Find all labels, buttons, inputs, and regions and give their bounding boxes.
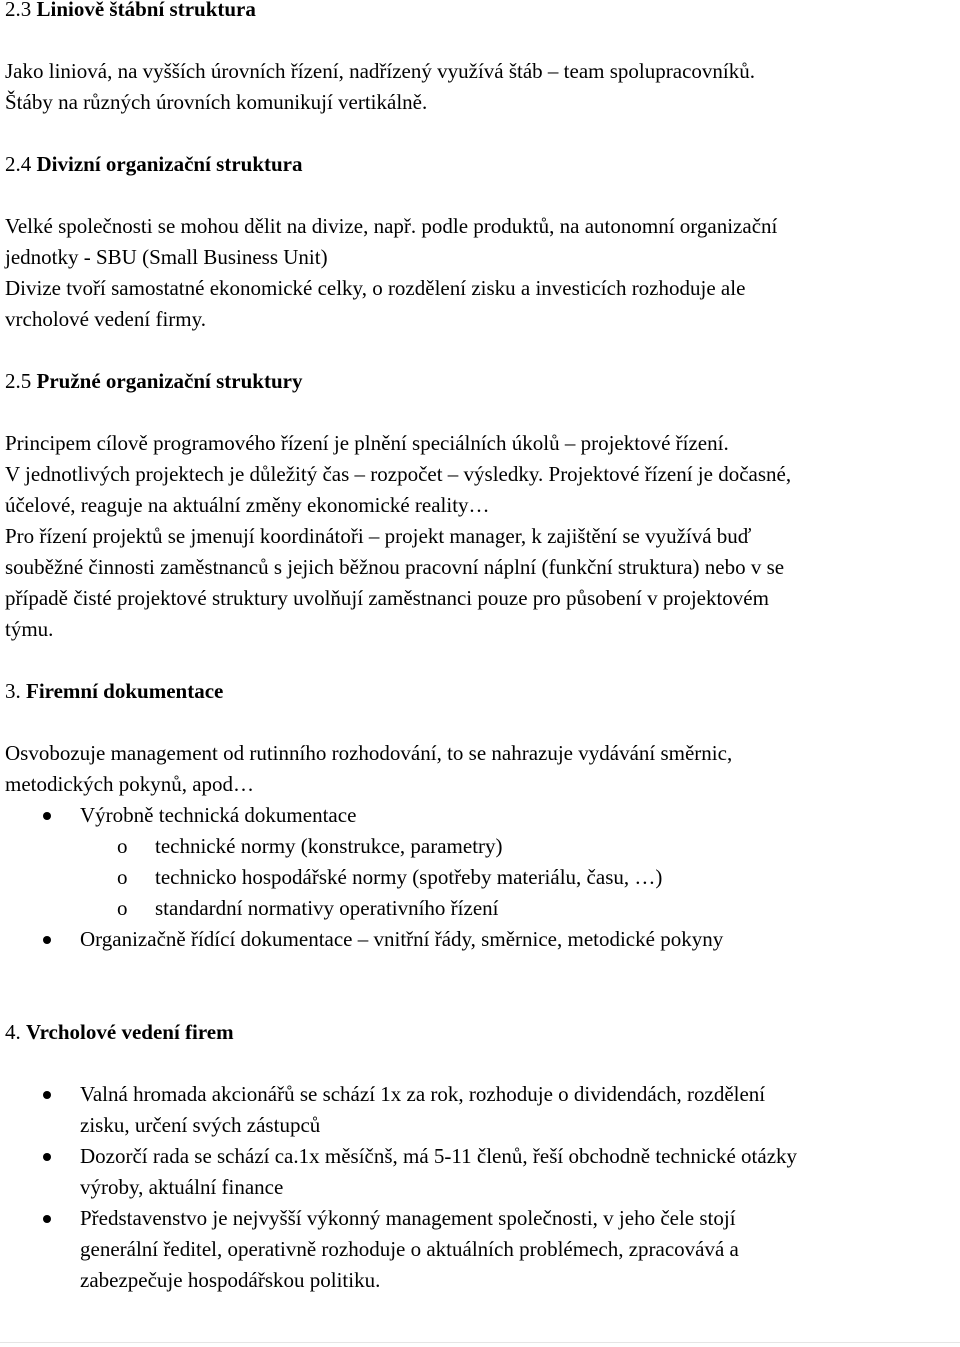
- list-item: [5, 1141, 953, 1203]
- section-heading-4: [5, 1017, 953, 1048]
- bullet-icon: [43, 812, 51, 820]
- section-title: Pružné organizační struktury: [36, 369, 303, 393]
- section-title: Divizní organizační struktura: [36, 152, 303, 176]
- document-page: [5, 0, 953, 1296]
- bullet-icon: [43, 1091, 51, 1099]
- section-title: Vrcholové vedení firem: [26, 1020, 234, 1044]
- list-item-text: Výrobně technická dokumentace: [80, 803, 357, 827]
- circle-bullet-icon: o: [117, 865, 128, 889]
- bullet-icon: [43, 1215, 51, 1223]
- section-number: 4.: [5, 1020, 26, 1044]
- list-item-line: zabezpečuje hospodářskou politiku.: [80, 1268, 381, 1292]
- paragraph-line: souběžné činnosti zaměstnanců s jejich běžnou pracovní náplní (funkční struktura) nebo v se: [5, 555, 785, 579]
- circle-bullet-icon: o: [117, 896, 128, 920]
- list-item: [5, 1079, 953, 1141]
- list-item-line: Představenstvo je nejvyšší výkonný management společnosti, v jeho čele stojí: [80, 1206, 736, 1230]
- bullet-list: [5, 1079, 953, 1296]
- paragraph-line: účelové, reaguje na aktuální změny ekonomické reality…: [5, 493, 490, 517]
- page-bottom-divider: [0, 1342, 960, 1343]
- sub-list-item-text: technicko hospodářské normy (spotřeby materiálu, času, …): [155, 865, 663, 889]
- section-number: 2.3: [5, 0, 37, 21]
- bullet-list: [5, 800, 953, 955]
- section-number: 2.4: [5, 152, 37, 176]
- section-heading-2-5: [5, 366, 953, 397]
- sub-list-item: [5, 831, 953, 862]
- paragraph-line: Principem cílově programového řízení je plnění speciálních úkolů – projektové řízení.: [5, 431, 729, 455]
- paragraph-line: Velké společnosti se mohou dělit na divize, např. podle produktů, na autonomní organizační: [5, 214, 778, 238]
- section-title: Firemní dokumentace: [26, 679, 224, 703]
- section-heading-3: [5, 676, 953, 707]
- list-item: [5, 1203, 953, 1296]
- list-item-line: Dozorčí rada se schází ca.1x měsíčnš, má 5-11 členů, řeší obchodně technické otázky: [80, 1144, 798, 1168]
- sub-list-item-text: standardní normativy operativního řízení: [155, 896, 499, 920]
- list-item: [5, 924, 953, 955]
- list-item-line: výroby, aktuální finance: [80, 1175, 284, 1199]
- section-heading-2-4: [5, 149, 953, 180]
- paragraph-line: Divize tvoří samostatné ekonomické celky, o rozdělení zisku a investicích rozhoduje ale: [5, 276, 746, 300]
- paragraph-line: metodických pokynů, apod…: [5, 772, 255, 796]
- paragraph-line: Jako liniová, na vyšších úrovních řízení, nadřízený využívá štáb – team spolupracovníků.: [5, 59, 755, 83]
- paragraph-line: Pro řízení projektů se jmenují koordinátoři – projekt manager, k zajištění se využívá buď: [5, 524, 752, 548]
- paragraph-line: vrcholové vedení firmy.: [5, 307, 206, 331]
- section-number: 2.5: [5, 369, 37, 393]
- list-item-line: Valná hromada akcionářů se schází 1x za rok, rozhoduje o dividendách, rozdělení: [80, 1082, 766, 1106]
- sub-list-item: [5, 862, 953, 893]
- paragraph-line: týmu.: [5, 617, 54, 641]
- section-title: Liniově štábní struktura: [36, 0, 256, 21]
- section-heading-2-3: [5, 0, 953, 25]
- paragraph-line: Štáby na různých úrovních komunikují vertikálně.: [5, 90, 428, 114]
- paragraph-line: případě čisté projektové struktury uvolňují zaměstnanci pouze pro působení v projektovém: [5, 586, 769, 610]
- sub-list-item: [5, 893, 953, 924]
- bullet-icon: [43, 1153, 51, 1161]
- bullet-icon: [43, 936, 51, 944]
- paragraph-line: jednotky - SBU (Small Business Unit): [5, 245, 328, 269]
- circle-bullet-icon: o: [117, 834, 128, 858]
- paragraph-line: Osvobozuje management od rutinního rozhodování, to se nahrazuje vydávání směrnic,: [5, 741, 733, 765]
- list-item-line: zisku, určení svých zástupců: [80, 1113, 321, 1137]
- sub-list-item-text: technické normy (konstrukce, parametry): [155, 834, 503, 858]
- sub-list: [5, 831, 953, 924]
- paragraph-line: V jednotlivých projektech je důležitý čas – rozpočet – výsledky. Projektové řízení je dočasné,: [5, 462, 792, 486]
- section-number: 3.: [5, 679, 26, 703]
- list-item-line: generální ředitel, operativně rozhoduje o aktuálních problémech, zpracovává a: [80, 1237, 739, 1261]
- list-item-text: Organizačně řídící dokumentace – vnitřní řády, směrnice, metodické pokyny: [80, 927, 724, 951]
- list-item: [5, 800, 953, 924]
